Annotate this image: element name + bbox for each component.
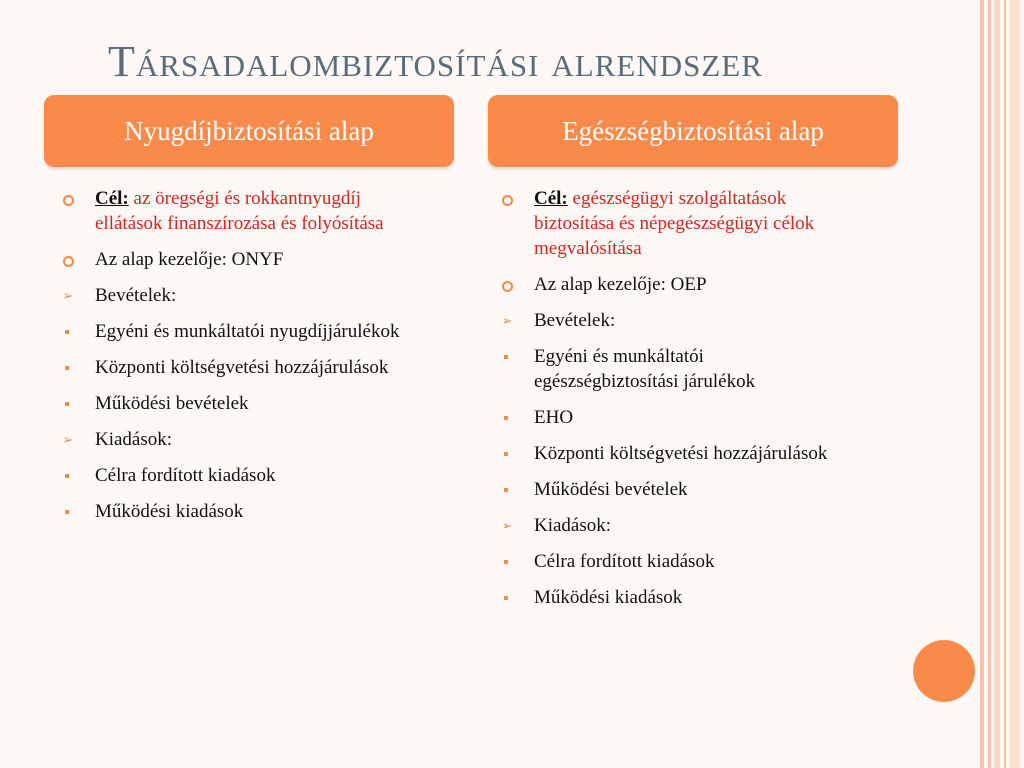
list-item-text: Egyéni és munkáltatói egészségbiztosítási járulékok: [534, 346, 756, 392]
list-item: [58, 391, 408, 416]
list-item-text: Az alap kezelője: OEP: [534, 274, 707, 295]
list-item-text: Kiadások:: [95, 429, 173, 450]
list-item: [58, 427, 408, 452]
left-column: [58, 186, 408, 535]
goal-label: Cél:: [95, 188, 129, 209]
goal-item: [497, 186, 847, 261]
list-item: [58, 499, 408, 524]
list-item-text: Működési kiadások: [534, 587, 683, 608]
list-item-text: Bevételek:: [95, 285, 177, 306]
list-item: [497, 441, 847, 466]
decorative-circle: [913, 640, 975, 702]
list-item: [58, 247, 408, 272]
list-item-text: Működési kiadások: [95, 501, 244, 522]
goal-item: [58, 186, 408, 236]
header-pension-fund: Nyugdíjbiztosítási alap: [44, 95, 454, 167]
list-item: [58, 355, 408, 380]
header-health-fund: Egészségbiztosítási alap: [488, 95, 898, 167]
list-item-text: Az alap kezelője: ONYF: [95, 249, 284, 270]
list-item-text: Központi költségvetési hozzájárulások: [95, 357, 389, 378]
arrow-bullet-icon: ➢: [501, 313, 513, 328]
list-item: [497, 549, 847, 574]
list-item: [497, 308, 847, 333]
arrow-bullet-icon: ➢: [501, 518, 513, 533]
list-item-text: Egyéni és munkáltatói nyugdíjjárulékok: [95, 321, 400, 342]
decorative-stripes: [980, 0, 1024, 768]
list-item-text: Működési bevételek: [95, 393, 249, 414]
list-item: [58, 319, 408, 344]
list-item: [497, 585, 847, 610]
list-item: [497, 477, 847, 502]
list-item: [497, 405, 847, 430]
goal-text: egészségügyi szolgáltatások biztosítása és népegészségügyi célok megvalósítása: [534, 188, 815, 259]
list-item-text: EHO: [534, 407, 574, 428]
arrow-bullet-icon: ➢: [62, 432, 74, 447]
list-item-text: Bevételek:: [534, 310, 616, 331]
list-item: [497, 272, 847, 297]
right-column: [497, 186, 847, 621]
list-item: [58, 283, 408, 308]
list-item: [497, 513, 847, 538]
goal-text: az öregségi és rokkantnyugdíj ellátások finanszírozása és folyósítása: [95, 188, 384, 234]
page-title: Társadalombiztosítási alrendszer: [108, 37, 763, 86]
list-item-text: Központi költségvetési hozzájárulások: [534, 443, 828, 464]
goal-label: Cél:: [534, 188, 568, 209]
arrow-bullet-icon: ➢: [62, 288, 74, 303]
list-item-text: Célra fordított kiadások: [534, 551, 715, 572]
list-item-text: Működési bevételek: [534, 479, 688, 500]
list-item-text: Kiadások:: [534, 515, 612, 536]
list-item-text: Célra fordított kiadások: [95, 465, 276, 486]
list-item: [497, 344, 847, 394]
list-item: [58, 463, 408, 488]
